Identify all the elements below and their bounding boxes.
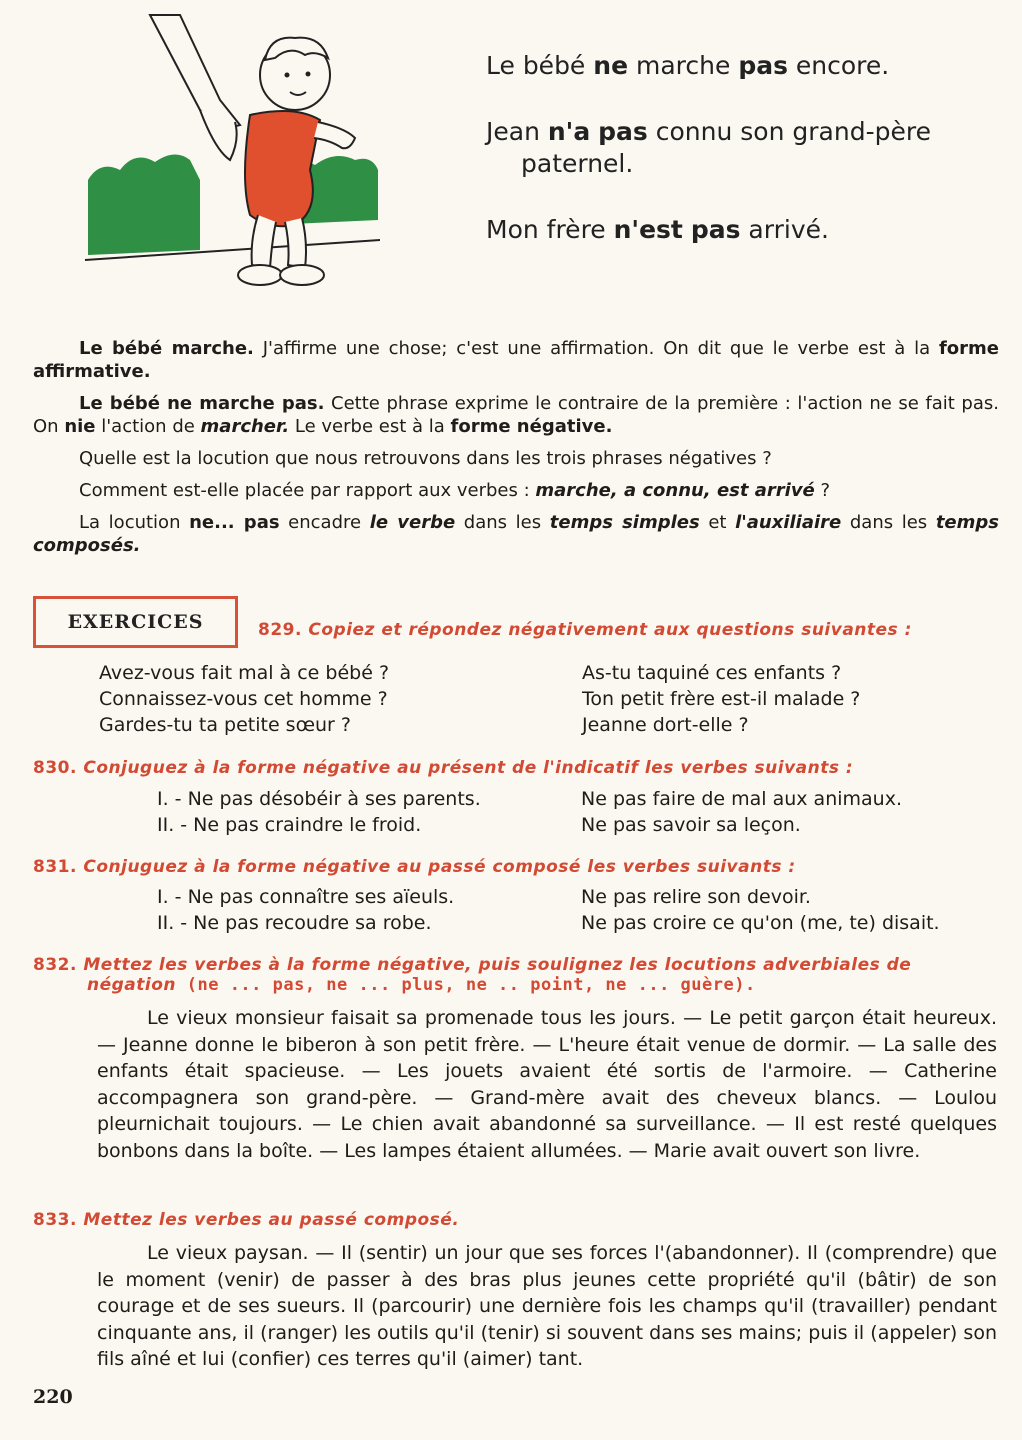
lesson-paragraph-5: La locution ne... pas encadre le verbe dans les temps simples et l'auxiliaire dans les temps composés.: [33, 512, 999, 556]
lesson-paragraph-1: Le bébé marche. J'affirme une chose; c'est une affirmation. On dit que le verbe est à la forme affirmative.: [33, 338, 999, 382]
ex831-verb: I. - Ne pas connaître ses aïeuls.: [157, 886, 455, 908]
ex830-verb: I. - Ne pas désobéir à ses parents.: [157, 788, 481, 810]
ex831-verbs: [157, 884, 940, 936]
ex832-instruction: 832. Mettez les verbes à la forme négative, puis soulignez les locutions adverbiales de négation (ne ... pas, ne ... plus, ne .. point, ne ... guère).: [33, 955, 912, 995]
ex831-instruction: 831. Conjuguez à la forme négative au passé composé les verbes suivants :: [33, 857, 796, 877]
ex831-verb: Ne pas relire son devoir.: [581, 886, 811, 908]
ex829-questions: [99, 660, 860, 738]
lesson-paragraph-3: Quelle est la locution que nous retrouvons dans les trois phrases négatives ?: [79, 448, 772, 469]
ex829-right-column: [582, 660, 860, 738]
exercices-heading-box: [33, 596, 238, 648]
ex830-left-column: [157, 786, 581, 838]
baby-walking-illustration: [80, 10, 380, 300]
lesson-paragraph-2: Le bébé ne marche pas. Cette phrase exprime le contraire de la première : l'action ne se fait pas. On nie l'action de marcher. Le verbe est à la forme négative.: [33, 393, 999, 437]
ex830-right-column: [581, 786, 902, 838]
ex832-text: Le vieux monsieur faisait sa promenade tous les jours. — Le petit garçon était heureux. — Jeanne donne le biberon à son petit frère. — L'heure était venue de dormir. — La salle des enfants était spacieuse. — Les jouets avaient été sortis de l'armoire. — Catherine accompagnera son grand-père. — Grand-mère avait des cheveux blancs. — Loulou pleurnichait toujours. — Le chien avait abandonné sa surveillance. — Il est resté quelques bonbons dans la boîte. — Les lampes étaient allumées. — Marie avait ouvert son livre.: [97, 1007, 997, 1162]
ex830-verb: II. - Ne pas craindre le froid.: [157, 814, 422, 836]
ex833-text: Le vieux paysan. — Il (sentir) un jour que ses forces l'(abandonner). Il (comprendre) que le moment (venir) de passer à des bras plus jeunes cette propriété qu'il (bâtir) de son courage et de ses sueurs. Il (parcourir) une dernière fois les champs qu'il (travailler) pendant cinquante ans, il (ranger) les outils qu'il (tenir) si souvent dans ses mains; puis il (appeler) son fils aîné et lui (confier) ces terres qu'il (aimer) tant.: [97, 1242, 997, 1371]
ex830-verb: Ne pas faire de mal aux animaux.: [581, 788, 902, 810]
exercices-label: EXERCICES: [67, 611, 204, 633]
ex831-left-column: [157, 884, 581, 936]
example-2: Jean n'a pas connu son grand-père paternel.: [486, 117, 931, 178]
lesson-text: [33, 337, 999, 566]
example-1: Le bébé ne marche pas encore.: [486, 51, 890, 80]
ex830-verb: Ne pas savoir sa leçon.: [581, 814, 801, 836]
ex829-question: Avez-vous fait mal à ce bébé ?: [99, 662, 390, 684]
example-sentences: [486, 50, 1006, 280]
red-romper: [245, 111, 320, 226]
ex829-question: Gardes-tu ta petite sœur ?: [99, 714, 351, 736]
green-hedge: [88, 154, 200, 255]
ex833-instruction: 833. Mettez les verbes au passé composé.: [33, 1210, 460, 1230]
lesson-paragraph-4: Comment est-elle placée par rapport aux verbes : marche, a connu, est arrivé ?: [79, 480, 831, 501]
ex829-left-column: [99, 660, 582, 738]
ex829-question: Connaissez-vous cet homme ?: [99, 688, 388, 710]
ex831-verb: Ne pas croire ce qu'on (me, te) disait.: [581, 912, 940, 934]
ex831-right-column: [581, 884, 940, 936]
ex829-question: Ton petit frère est-il malade ?: [582, 688, 861, 710]
ex830-verbs: [157, 786, 902, 838]
ex831-verb: II. - Ne pas recoudre sa robe.: [157, 912, 432, 934]
ex829-question: Jeanne dort-elle ?: [582, 714, 749, 736]
ex829-instruction: 829. Copiez et répondez négativement aux questions suivantes :: [258, 620, 912, 640]
ex830-instruction: 830. Conjuguez à la forme négative au présent de l'indicatif les verbes suivants :: [33, 758, 854, 778]
example-3: Mon frère n'est pas arrivé.: [486, 215, 829, 244]
page-number: 220: [33, 1386, 73, 1408]
ex829-question: As-tu taquiné ces enfants ?: [582, 662, 842, 684]
